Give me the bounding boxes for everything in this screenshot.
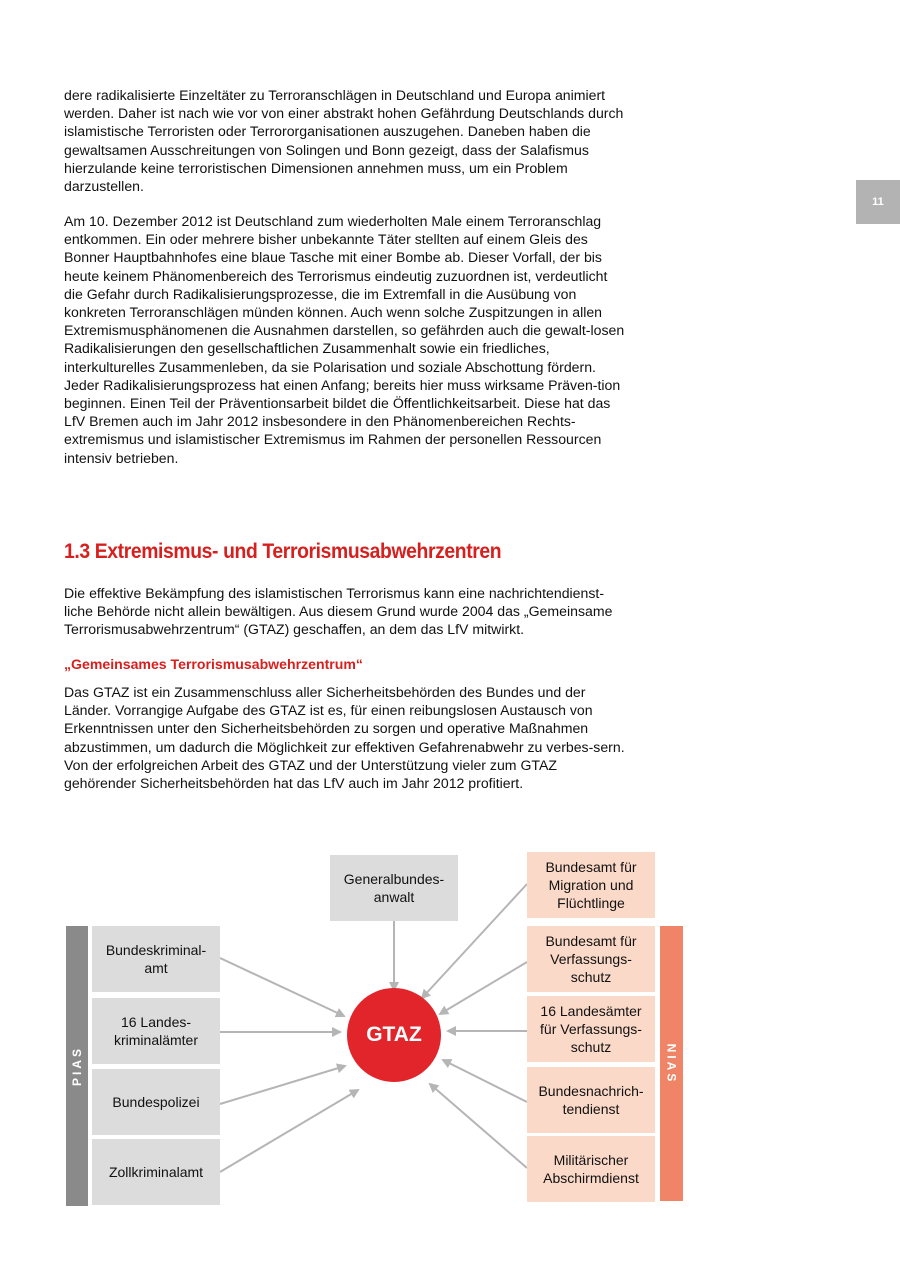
page-number-tab: 11 bbox=[856, 180, 900, 224]
section-body: Das GTAZ ist ein Zusammenschluss aller Sicherheitsbehörden des Bundes und der Länder. Vorrangige Aufgabe des GTAZ ist es, für einen reibungslosen Austausch von Erkenntnissen unter den Sicherheitsbehörden zu sorgen und operative Maßnahmen abzustimmen, um dadurch die Möglichkeit zur effektiven Gefahrenabwehr zu verbes-sern. Von der erfolgreichen Arbeit des GTAZ und der Unterstützung vieler zum GTAZ gehörender Sicherheitsbehörden hat das LfV auch im Jahr 2012 profitiert. bbox=[64, 684, 625, 792]
paragraph-1: dere radikalisierte Einzeltäter zu Terroranschlägen in Deutschland und Europa animiert werden. Daher ist nach wie vor von einer abstrakt hohen Gefährdung Deutschlands durch islamistische Terroristen oder Terrororganisationen auszugehen. Daneben haben die gewaltsamen Ausschreitungen von Solingen und Bonn gezeigt, dass der Salafismus hierzulande keine terroristischen Dimensionen annehmen muss, um ein Problem darzustellen. bbox=[64, 87, 624, 195]
arrow-zollkriminalamt bbox=[220, 1090, 358, 1172]
box-bfv: Bundesamt für Verfassungs-schutz bbox=[527, 926, 655, 992]
section-subheading: „Gemeinsames Terrorismusabwehrzentrum“ bbox=[64, 656, 363, 672]
arrow-bfv bbox=[440, 962, 527, 1014]
arrow-bnd bbox=[443, 1060, 527, 1102]
paragraph-2: Am 10. Dezember 2012 ist Deutschland zum wiederholten Male einem Terroranschlag entkommen. Ein oder mehrere bisher unbekannte Täter stellten auf einem Gleis des Bonner Hauptbahnhofes eine blaue Tasche mit einer Bombe ab. Dieser Vorfall, der bis heute keinem Phänomenbereich des Terrorismus eindeutig zuzuordnen ist, verdeutlicht die Gefahr durch Radikalisierungsprozesse, die im Extremfall in die Ausübung von konkreten Terroranschlägen münden können. Auch wenn solche Zuspitzungen in allen Extremismusphänomenen die Ausnahmen darstellen, so gefährden auch die gewalt-losen Radikalisierungen den gesellschaftlichen Zusammenhalt sowie ein friedliches, interkulturelles Zusammenleben, da sie Polarisation und soziale Abschottung fördern. Jeder Radikalisierungsprozess hat einen Anfang; bereits hier muss wirksame Präven-tion beginnen. Einen Teil der Präventionsarbeit bildet die Öffentlichkeitsarbeit. Diese hat das LfV Bremen auch im Jahr 2012 insbesondere in den Phänomenbereichen Rechts-extremismus und islamistischer Extremismus im Rahmen der personellen Ressourcen intensiv betrieben. bbox=[64, 213, 625, 466]
box-bundeskriminalamt: Bundeskriminal-amt bbox=[92, 926, 220, 992]
section-heading: 1.3 Extremismus- und Terrorismusabwehrzentren bbox=[64, 540, 502, 563]
box-generalbundesanwalt: Generalbundes-anwalt bbox=[330, 855, 458, 921]
section-intro: Die effektive Bekämpfung des islamistischen Terrorismus kann eine nachrichtendienst-liche Behörde nicht allein bewältigen. Aus diesem Grund wurde 2004 das „Gemeinsame Terrorismusabwehrzentrum“ (GTAZ) geschaffen, an dem das LfV mitwirkt. bbox=[64, 585, 613, 638]
arrow-bundespolizei bbox=[220, 1066, 345, 1104]
box-zollkriminalamt: Zollkriminalamt bbox=[92, 1139, 220, 1205]
box-bnd: Bundesnachrich-tendienst bbox=[527, 1067, 655, 1133]
arrow-bundeskriminalamt bbox=[220, 958, 344, 1016]
nias-group-bar bbox=[660, 926, 683, 1201]
box-bamf: Bundesamt für Migration und Flüchtlinge bbox=[527, 852, 655, 918]
gtaz-center-circle: GTAZ bbox=[347, 988, 441, 1082]
arrow-mad bbox=[430, 1084, 527, 1168]
box-mad: Militärischer Abschirmdienst bbox=[527, 1136, 655, 1202]
box-bundespolizei: Bundespolizei bbox=[92, 1069, 220, 1135]
box-lfv: 16 Landesämter für Verfassungs-schutz bbox=[527, 996, 655, 1062]
nias-label: NIAS bbox=[664, 1043, 679, 1084]
pias-group-bar bbox=[66, 926, 88, 1206]
box-landeskriminalaemter: 16 Landes-kriminalämter bbox=[92, 998, 220, 1064]
pias-label: PIAS bbox=[70, 1045, 85, 1087]
